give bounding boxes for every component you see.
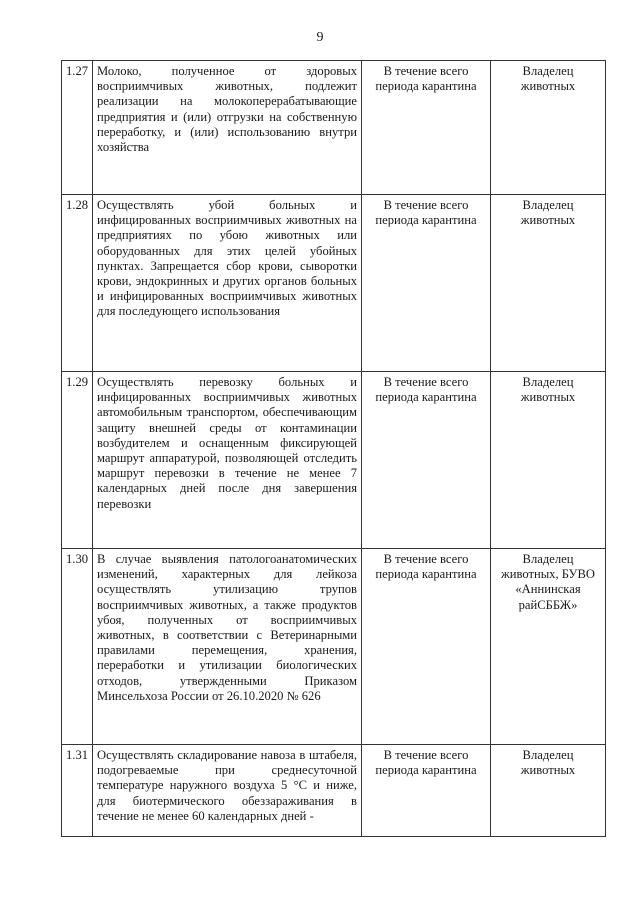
row-number: 1.30 [62, 549, 93, 745]
row-number: 1.27 [62, 61, 93, 195]
measure-term: В течение всего периода карантина [362, 61, 491, 195]
measure-text: Молоко, полученное от здоровых восприимчивых животных, подлежит реализации на молокоперерабатывающие предприятия и (или) отгрузки на собственную переработку, и (или) использованию внутри хозяйства [93, 61, 362, 195]
measure-responsible: Владелец животных [491, 195, 606, 372]
measure-responsible: Владелец животных, БУВО «Аннинская райСББЖ» [491, 549, 606, 745]
measure-text: Осуществлять перевозку больных и инфицированных восприимчивых животных автомобильным транспортом, обеспечивающим защиту внешней среды от контаминации возбудителем и оснащенным фиксирующей маршрут аппаратурой, позволяющей отследить маршрут перевозки в течение не менее 7 календарных дней после дня завершения перевозки [93, 372, 362, 549]
measures-table [61, 60, 606, 837]
measure-term: В течение всего периода карантина [362, 549, 491, 745]
measure-text: Осуществлять убой больных и инфицированных восприимчивых животных на предприятиях по убою животных или оборудованных для этих целей убойных пунктах. Запрещается сбор крови, сыворотки крови, эндокринных и других органов больных и инфицированных восприимчивых животных для последующего использования [93, 195, 362, 372]
measure-term: В течение всего периода карантина [362, 195, 491, 372]
measure-responsible: Владелец животных [491, 61, 606, 195]
measure-responsible: Владелец животных [491, 745, 606, 837]
measure-text: В случае выявления патологоанатомических изменений, характерных для лейкоза осуществлять утилизацию трупов восприимчивых животных, а также продуктов убоя, полученных от восприимчивых животных, в соответствии с Ветеринарными правилами перемещения, хранения, переработки и утилизации биологических отходов, утвержденными Приказом Минсельхоза России от 26.10.2020 № 626 [93, 549, 362, 745]
measure-term: В течение всего периода карантина [362, 372, 491, 549]
table-row [62, 372, 606, 549]
measure-text: Осуществлять складирование навоза в штабеля, подогреваемые при среднесуточной температуре наружного воздуха 5 °С и ниже, для биотермического обеззараживания в течение не менее 60 календарных дней - [93, 745, 362, 837]
row-number: 1.29 [62, 372, 93, 549]
row-number: 1.28 [62, 195, 93, 372]
row-number: 1.31 [62, 745, 93, 837]
table-row [62, 61, 606, 195]
table-row [62, 549, 606, 745]
page-number: 9 [316, 30, 324, 45]
table-row [62, 195, 606, 372]
measure-term: В течение всего периода карантина [362, 745, 491, 837]
measure-responsible: Владелец животных [491, 372, 606, 549]
table-row [62, 745, 606, 837]
